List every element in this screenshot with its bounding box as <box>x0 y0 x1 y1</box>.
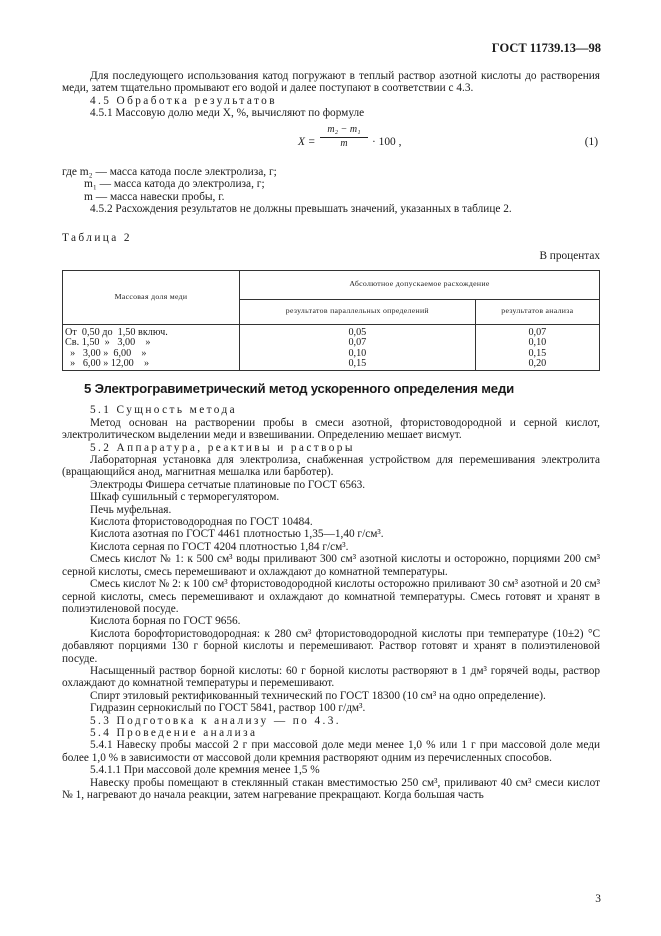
reagent-item: Кислота борная по ГОСТ 9656. <box>90 615 241 628</box>
formula-lhs: X = <box>298 135 316 148</box>
cell-parallel: 0,07 <box>240 338 476 349</box>
page-number: 3 <box>595 893 601 905</box>
legend-line: где m₂ — масса катода после электролиза, г; <box>62 165 277 178</box>
cell-parallel: 0,10 <box>240 349 476 360</box>
reagent-item: Гидразин сернокислый по ГОСТ 5841, раствор 100 г/дм³. <box>90 702 366 715</box>
cell-analysis: 0,20 <box>475 359 599 370</box>
section-5-1-heading: 5.1 Сущность метода <box>90 404 238 417</box>
reagent-item: Кислота серная по ГОСТ 4204 плотностью 1,84 г/см³. <box>90 540 349 553</box>
table-unit: В процентах <box>539 250 600 263</box>
formula-legend <box>62 166 600 204</box>
section-5-heading: 5 Электрогравиметрический метод ускоренного определения меди <box>84 381 515 396</box>
reagent-item: Смесь кислот № 1: к 500 см³ воды приливают 300 см³ азотной кислоты и осторожно, порциями 200 см³ серной кислоты, смесь перемешивают и охлаждают до комнатной температуры. <box>62 553 600 578</box>
cell-analysis: 0,07 <box>475 324 599 338</box>
table-row <box>63 324 600 338</box>
section-4-5-heading: 4.5 Обработка результатов <box>90 94 277 107</box>
section-5-4-heading: 5.4 Проведение анализа <box>90 726 258 739</box>
reagent-item: Спирт этиловый ректификованный технический по ГОСТ 18300 (10 см³ на одно определение). <box>90 689 546 702</box>
page-body <box>62 70 600 801</box>
table-caption: Таблица 2 <box>62 231 132 244</box>
reagent-item: Насыщенный раствор борной кислоты: 60 г борной кислоты растворяют в 1 дм³ горячей воды, раствор охлаждают до комнатной температуры и перемешивают. <box>62 664 600 690</box>
reagent-item: Электроды Фишера сетчатые платиновые по ГОСТ 6563. <box>90 478 366 491</box>
reagent-item: Лабораторная установка для электролиза, снабженная устройством для перемешивания электролита (вращающийся анод, магнитная мешалка или барботер). <box>62 454 600 479</box>
table-header-mass-fraction: Массовая доля меди <box>63 270 240 324</box>
section-4-5-2: 4.5.2 Расхождения результатов не должны превышать значений, указанных в таблице 2. <box>90 203 512 216</box>
formula-number: (1) <box>584 135 598 148</box>
section-5-2-heading: 5.2 Аппаратура, реактивы и растворы <box>90 441 355 454</box>
section-4-5-1: 4.5.1 Массовую долю меди X, %, вычисляют по формуле <box>90 107 365 120</box>
cell-parallel: 0,15 <box>240 359 476 370</box>
formula-denominator: m <box>340 138 348 150</box>
reagent-item: Шкаф сушильный с терморегулятором. <box>90 491 280 504</box>
reagent-item: Кислота борофтористоводородная: к 280 см³ фтористоводородной кислоты при температуре (10±2) °С добавляют порциями 130 г борной кислоты и перемешивают. Раствор готовят и хранят в полиэтиленовой посуде. <box>62 627 600 665</box>
section-5-4-1-1-text: Навеску пробы помещают в стеклянный стакан вместимостью 250 см³, приливают 40 см³ смеси кислот № 1, нагревают до начала реакции, затем нагревание прекращают. Когда большая часть <box>62 776 600 801</box>
paragraph-cathode: Для последующего использования катод погружают в теплый раствор азотной кислоты до растворения меди, затем тщательно промывают его водой и далее поступают в соответствии с 4.3. <box>62 70 600 95</box>
cell-range: Св. 1,50 » 3,00 » <box>63 338 240 349</box>
table-row <box>63 359 600 370</box>
reagent-item: Кислота азотная по ГОСТ 4461 плотностью 1,35—1,40 г/см³. <box>90 528 384 541</box>
section-5-3: 5.3 Подготовка к анализу — по 4.3. <box>90 714 342 727</box>
section-5-1-text: Метод основан на растворении пробы в смеси азотной, фтористоводородной и серной кислот, электролитическом выделении меди и взвешивании. Определению мешает висмут. <box>62 416 600 442</box>
table-header-analysis: результатов анализа <box>475 299 599 324</box>
cell-range: » 6,00 » 12,00 » <box>63 359 240 370</box>
reagent-item: Печь муфельная. <box>90 503 172 516</box>
cell-range: От 0,50 до 1,50 включ. <box>63 324 240 338</box>
section-5-4-1: 5.4.1 Навеску пробы массой 2 г при массовой доле меди менее 1,0 % или 1 г при массовой доле меди более 1,0 % в зависимости от массовой доли кремния растворяют одним из перечисленных способов. <box>62 739 600 764</box>
cell-analysis: 0,10 <box>475 338 599 349</box>
table-header-parallel: результатов параллельных определений <box>240 299 476 324</box>
formula-fraction <box>320 124 368 151</box>
formula-1 <box>62 124 600 164</box>
cell-analysis: 0,15 <box>475 349 599 360</box>
tolerance-table <box>62 270 600 371</box>
formula-rest: · 100 , <box>372 135 402 148</box>
cell-range: » 3,00 » 6,00 » <box>63 349 240 360</box>
legend-line: m₁ — масса катода до электролиза, г; <box>84 178 265 191</box>
table-header-tolerance: Абсолютное допускаемое расхождение <box>240 270 600 299</box>
cell-parallel: 0,05 <box>240 324 476 338</box>
section-5-4-1-1: 5.4.1.1 При массовой доле кремния менее 1,5 % <box>90 764 320 777</box>
reagent-item: Кислота фтористоводородная по ГОСТ 10484. <box>90 516 313 529</box>
reagent-item: Смесь кислот № 2: к 100 см³ фтористоводородной кислоты осторожно приливают 30 см³ азотной и 20 см³ серной кислоты, смесь перемешивают и охлаждают до комнатной температуры. Смесь готовят и хранят в полиэтиленовой посуде. <box>62 578 600 615</box>
document-header: ГОСТ 11739.13—98 <box>491 41 601 55</box>
formula-numerator: m₂ − m₁ <box>320 124 368 138</box>
legend-line: m — масса навески пробы, г. <box>84 190 225 203</box>
reagent-list <box>62 454 600 715</box>
